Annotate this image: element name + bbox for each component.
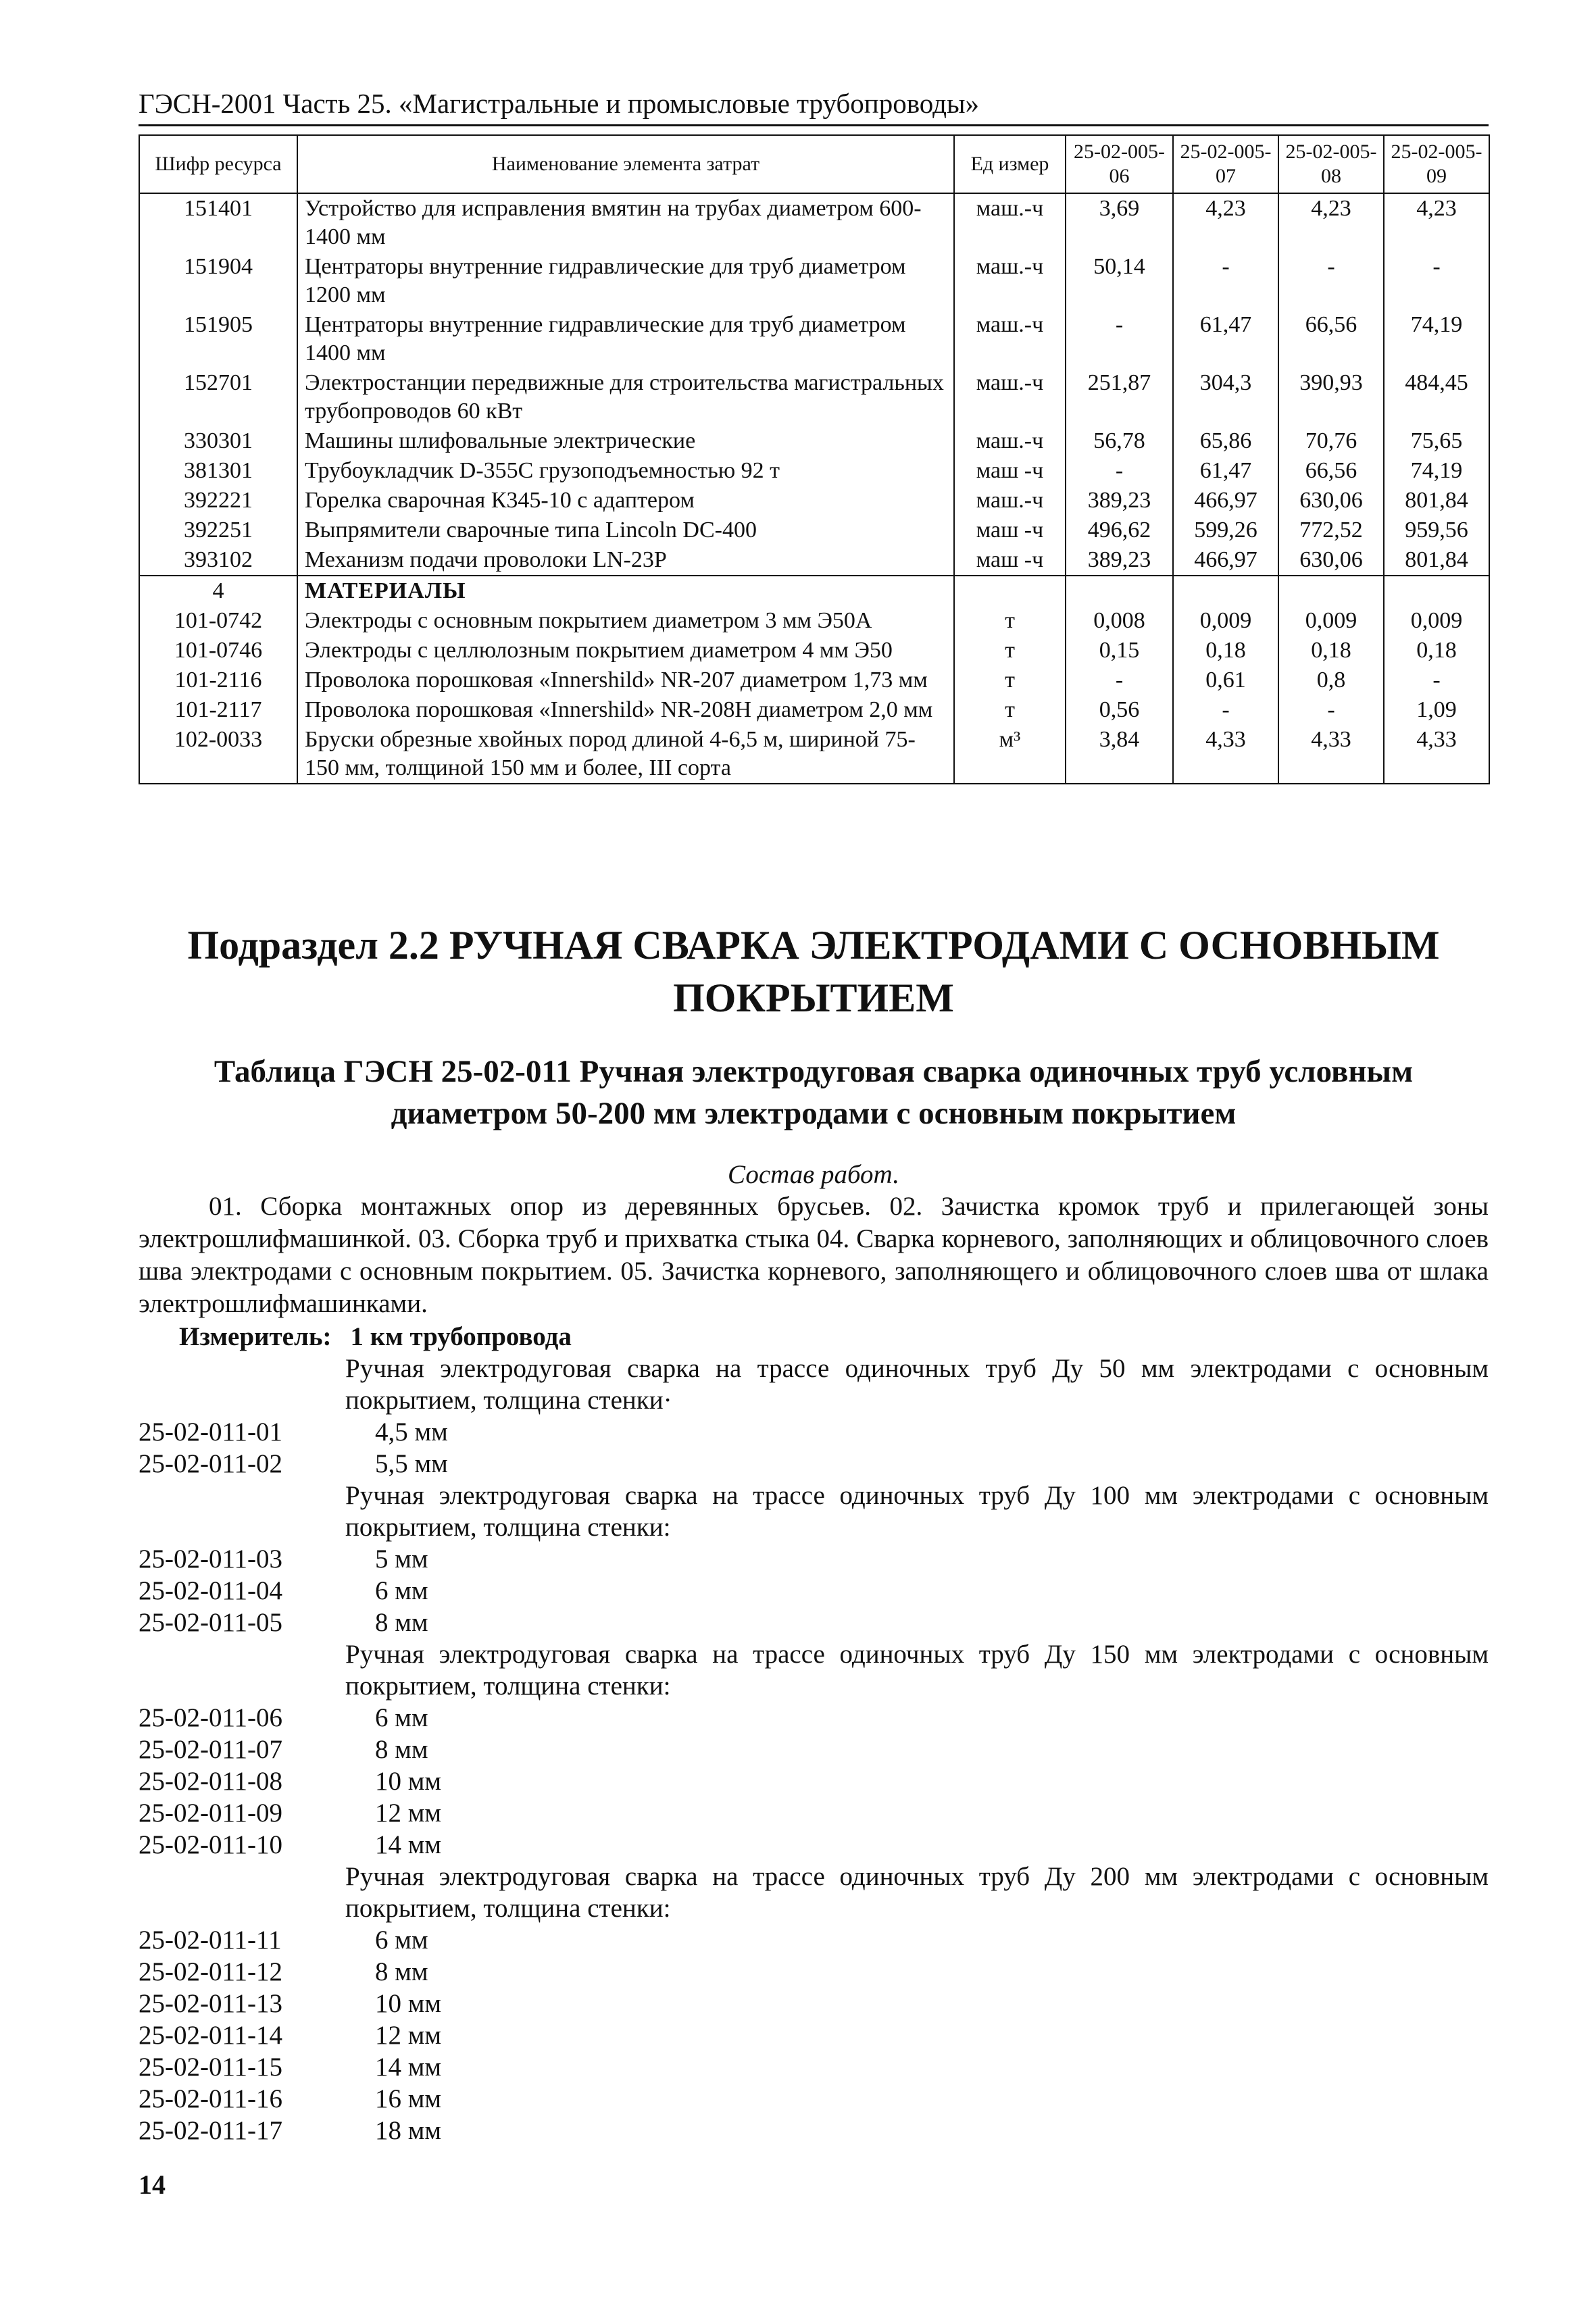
resource-code: 151905 (139, 310, 297, 368)
resource-value: 389,23 (1066, 486, 1173, 515)
work-item (139, 1575, 1489, 1607)
resource-value: - (1278, 252, 1384, 310)
resource-name: Центраторы внутренние гидравлические для труб диаметром 1200 мм (297, 252, 954, 310)
resource-value: 66,56 (1278, 456, 1384, 486)
resource-code: 101-2116 (139, 665, 297, 695)
work-code: 25-02-011-16 (139, 2084, 283, 2113)
work-value: 8 мм (375, 1608, 428, 1637)
group-description: Ручная электродуговая сварка на трассе одиночных труб Ду 200 мм электродами с основным покрытием, толщина стенки: (345, 1862, 1489, 1923)
work-item (139, 1416, 1489, 1448)
work-code: 25-02-011-13 (139, 1989, 283, 2018)
subsection-heading: Подраздел 2.2 РУЧНАЯ СВАРКА ЭЛЕКТРОДАМИ С ОСНОВНЫМ ПОКРЫТИЕМ (187, 923, 1440, 1020)
work-code: 25-02-011-05 (139, 1608, 283, 1637)
work-value: 12 мм (375, 2021, 442, 2050)
column-header: 25-02-005-09 (1384, 135, 1489, 193)
resource-unit: маш.-ч (954, 310, 1066, 368)
resource-value: - (1384, 252, 1489, 310)
section-value (1173, 576, 1278, 606)
page-number: 14 (139, 2169, 166, 2200)
table-row (139, 193, 1489, 252)
column-header: 25-02-005-06 (1066, 135, 1173, 193)
resource-name: Бруски обрезные хвойных пород длиной 4-6,5 м, шириной 75-150 мм, толщиной 150 мм и более, III сорта (297, 725, 954, 784)
column-header: 25-02-005-08 (1278, 135, 1384, 193)
resource-value: 0,009 (1173, 606, 1278, 636)
table-row (139, 545, 1489, 576)
resource-unit: м³ (954, 725, 1066, 784)
meter-label: Измеритель: (179, 1322, 332, 1351)
resource-unit: маш.-ч (954, 368, 1066, 426)
resource-value: 61,47 (1173, 456, 1278, 486)
resource-value: 4,33 (1173, 725, 1278, 784)
table-row (139, 426, 1489, 456)
resource-unit: маш.-ч (954, 193, 1066, 252)
resource-value: 4,23 (1173, 193, 1278, 252)
work-item (139, 1543, 1489, 1575)
work-value: 14 мм (375, 1830, 442, 1859)
resource-table (139, 134, 1490, 784)
resource-value: 66,56 (1278, 310, 1384, 368)
work-code: 25-02-011-08 (139, 1767, 283, 1796)
section-unit (954, 576, 1066, 606)
resource-unit: т (954, 665, 1066, 695)
resource-value: - (1173, 695, 1278, 725)
work-code: 25-02-011-17 (139, 2116, 283, 2145)
work-list (139, 1353, 1489, 2146)
resource-unit: т (954, 695, 1066, 725)
resource-value: 74,19 (1384, 310, 1489, 368)
resource-value: - (1066, 665, 1173, 695)
work-code: 25-02-011-15 (139, 2053, 283, 2082)
resource-name: Электростанции передвижные для строительства магистральных трубопроводов 60 кВт (297, 368, 954, 426)
work-code: 25-02-011-10 (139, 1830, 283, 1859)
resource-code: 102-0033 (139, 725, 297, 784)
resource-value: 65,86 (1173, 426, 1278, 456)
table-row (139, 456, 1489, 486)
work-value: 14 мм (375, 2053, 442, 2082)
resource-value: 959,56 (1384, 515, 1489, 545)
meter-value: 1 км трубопровода (350, 1322, 572, 1351)
resource-name: Выпрямители сварочные типа Lincoln DC-400 (297, 515, 954, 545)
resource-unit: маш.-ч (954, 426, 1066, 456)
resource-value: 4,33 (1384, 725, 1489, 784)
column-header: Ед измер (954, 135, 1066, 193)
work-code: 25-02-011-07 (139, 1735, 283, 1764)
resource-name: Проволока порошковая «Innershild» NR-207 диаметром 1,73 мм (297, 665, 954, 695)
work-item (139, 1607, 1489, 1638)
work-item (139, 2083, 1489, 2115)
resource-value: 466,97 (1173, 545, 1278, 576)
resource-value: 0,18 (1278, 636, 1384, 665)
resource-value: - (1278, 695, 1384, 725)
resource-code: 392251 (139, 515, 297, 545)
group-description: Ручная электродуговая сварка на трассе одиночных труб Ду 100 мм электродами с основным покрытием, толщина стенки: (345, 1481, 1489, 1542)
resource-name: Механизм подачи проволоки LN-23P (297, 545, 954, 576)
resource-value: 56,78 (1066, 426, 1173, 456)
resource-value: 0,8 (1278, 665, 1384, 695)
work-item (139, 1448, 1489, 1480)
resource-name: Устройство для исправления вмятин на трубах диаметром 600-1400 мм (297, 193, 954, 252)
resource-value: 466,97 (1173, 486, 1278, 515)
work-item (139, 1702, 1489, 1734)
resource-unit: маш -ч (954, 545, 1066, 576)
work-value: 8 мм (375, 1957, 428, 1986)
work-value: 6 мм (375, 1576, 428, 1605)
column-header: Наименование элемента затрат (297, 135, 954, 193)
resource-code: 101-2117 (139, 695, 297, 725)
resource-value: 496,62 (1066, 515, 1173, 545)
work-value: 12 мм (375, 1799, 442, 1828)
resource-name: Машины шлифовальные электрические (297, 426, 954, 456)
table-row (139, 310, 1489, 368)
table-header-row (139, 135, 1489, 193)
resource-value: 630,06 (1278, 545, 1384, 576)
resource-value: 1,09 (1384, 695, 1489, 725)
resource-value: - (1384, 665, 1489, 695)
resource-name: Трубоукладчик D-355C грузоподъемностью 92 т (297, 456, 954, 486)
resource-code: 151401 (139, 193, 297, 252)
work-item (139, 1924, 1489, 1956)
resource-name: Горелка сварочная К345-10 с адаптером (297, 486, 954, 515)
resource-value: 4,23 (1384, 193, 1489, 252)
resource-value: 61,47 (1173, 310, 1278, 368)
work-code: 25-02-011-12 (139, 1957, 283, 1986)
resource-value: 304,3 (1173, 368, 1278, 426)
resource-value: 3,69 (1066, 193, 1173, 252)
work-item (139, 1829, 1489, 1861)
column-header: 25-02-005-07 (1173, 135, 1278, 193)
table-row (139, 368, 1489, 426)
resource-code: 393102 (139, 545, 297, 576)
work-item (139, 1734, 1489, 1765)
group-description: Ручная электродуговая сварка на трассе одиночных труб Ду 50 мм электродами с основным покрытием, толщина стенки· (345, 1354, 1489, 1415)
table-title: Таблица ГЭСН 25-02-011 Ручная электродуговая сварка одиночных труб условным диаметром 50-200 мм электродами с основным покрытием (214, 1054, 1414, 1131)
resource-value: 0,008 (1066, 606, 1173, 636)
work-code: 25-02-011-11 (139, 1926, 282, 1955)
resource-unit: маш -ч (954, 515, 1066, 545)
resource-value: 0,009 (1384, 606, 1489, 636)
resource-value: 801,84 (1384, 545, 1489, 576)
work-code: 25-02-011-03 (139, 1544, 283, 1574)
table-row (139, 252, 1489, 310)
work-item (139, 1988, 1489, 2019)
work-value: 10 мм (375, 1989, 442, 2018)
resource-value: 4,23 (1278, 193, 1384, 252)
section-row (139, 576, 1489, 606)
resource-unit: т (954, 606, 1066, 636)
resource-value: 0,15 (1066, 636, 1173, 665)
table-row (139, 486, 1489, 515)
work-value: 10 мм (375, 1767, 442, 1796)
work-value: 16 мм (375, 2084, 442, 2113)
work-item (139, 1765, 1489, 1797)
work-item (139, 2019, 1489, 2051)
resource-name: Электроды с целлюлозным покрытием диаметром 4 мм Э50 (297, 636, 954, 665)
resource-value: 4,33 (1278, 725, 1384, 784)
resource-value: 50,14 (1066, 252, 1173, 310)
meter (179, 1321, 572, 1353)
work-code: 25-02-011-04 (139, 1576, 283, 1605)
resource-value: 389,23 (1066, 545, 1173, 576)
work-value: 5,5 мм (375, 1449, 448, 1478)
resource-unit: т (954, 636, 1066, 665)
resource-code: 330301 (139, 426, 297, 456)
work-code: 25-02-011-02 (139, 1449, 283, 1478)
work-code: 25-02-011-14 (139, 2021, 283, 2050)
resource-unit: маш -ч (954, 456, 1066, 486)
resource-value: 390,93 (1278, 368, 1384, 426)
work-value: 8 мм (375, 1735, 428, 1764)
work-value: 5 мм (375, 1544, 428, 1574)
resource-value: 599,26 (1173, 515, 1278, 545)
section-value (1278, 576, 1384, 606)
work-code: 25-02-011-09 (139, 1799, 283, 1828)
table-row (139, 636, 1489, 665)
section-name: МАТЕРИАЛЫ (297, 576, 954, 606)
table-row (139, 725, 1489, 784)
resource-name: Проволока порошковая «Innershild» NR-208H диаметром 2,0 мм (297, 695, 954, 725)
resource-value: 0,009 (1278, 606, 1384, 636)
running-header: ГЭСН-2001 Часть 25. «Магистральные и промысловые трубопроводы» (139, 88, 980, 119)
table-row (139, 515, 1489, 545)
resource-value: 75,65 (1384, 426, 1489, 456)
resource-value: 70,76 (1278, 426, 1384, 456)
resource-name: Электроды с основным покрытием диаметром 3 мм Э50А (297, 606, 954, 636)
works-text: 01. Сборка монтажных опор из деревянных брусьев. 02. Зачистка кромок труб и прилегающей зоны электрошлифмашинкой. 03. Сборка труб и прихватка стыка 04. Сварка корневого, заполняющих и облицовочного слоев шва электродами с основным покрытием. 05. Зачистка корневого, заполняющего и облицовочного слоев шва от шлака электрошлифмашинками. (139, 1192, 1489, 1318)
work-item (139, 1797, 1489, 1829)
table-row (139, 665, 1489, 695)
resource-code: 392221 (139, 486, 297, 515)
resource-unit: маш.-ч (954, 486, 1066, 515)
work-item (139, 2051, 1489, 2083)
resource-value: - (1066, 310, 1173, 368)
resource-value: 0,18 (1173, 636, 1278, 665)
section-code: 4 (139, 576, 297, 606)
work-value: 18 мм (375, 2116, 442, 2145)
column-header: Шифр ресурса (139, 135, 297, 193)
work-code: 25-02-011-01 (139, 1417, 283, 1447)
resource-value: 251,87 (1066, 368, 1173, 426)
resource-code: 381301 (139, 456, 297, 486)
work-value: 6 мм (375, 1703, 428, 1732)
work-value: 4,5 мм (375, 1417, 448, 1447)
resource-value: 772,52 (1278, 515, 1384, 545)
resource-code: 151904 (139, 252, 297, 310)
table-row (139, 606, 1489, 636)
resource-value: 630,06 (1278, 486, 1384, 515)
work-item (139, 2115, 1489, 2146)
resource-code: 101-0742 (139, 606, 297, 636)
resource-value: 0,18 (1384, 636, 1489, 665)
works-heading: Состав работ. (728, 1160, 899, 1189)
section-value (1066, 576, 1173, 606)
resource-value: - (1173, 252, 1278, 310)
resource-value: 3,84 (1066, 725, 1173, 784)
resource-value: 801,84 (1384, 486, 1489, 515)
header-rule (139, 124, 1489, 126)
section-value (1384, 576, 1489, 606)
group-description: Ручная электродуговая сварка на трассе одиночных труб Ду 150 мм электродами с основным покрытием, толщина стенки: (345, 1640, 1489, 1701)
resource-code: 152701 (139, 368, 297, 426)
resource-value: 484,45 (1384, 368, 1489, 426)
resource-value: 74,19 (1384, 456, 1489, 486)
resource-value: 0,56 (1066, 695, 1173, 725)
resource-value: 0,61 (1173, 665, 1278, 695)
resource-unit: маш.-ч (954, 252, 1066, 310)
work-value: 6 мм (375, 1926, 428, 1955)
table-row (139, 695, 1489, 725)
resource-code: 101-0746 (139, 636, 297, 665)
resource-name: Центраторы внутренние гидравлические для труб диаметром 1400 мм (297, 310, 954, 368)
work-item (139, 1956, 1489, 1988)
resource-value: - (1066, 456, 1173, 486)
work-code: 25-02-011-06 (139, 1703, 283, 1732)
